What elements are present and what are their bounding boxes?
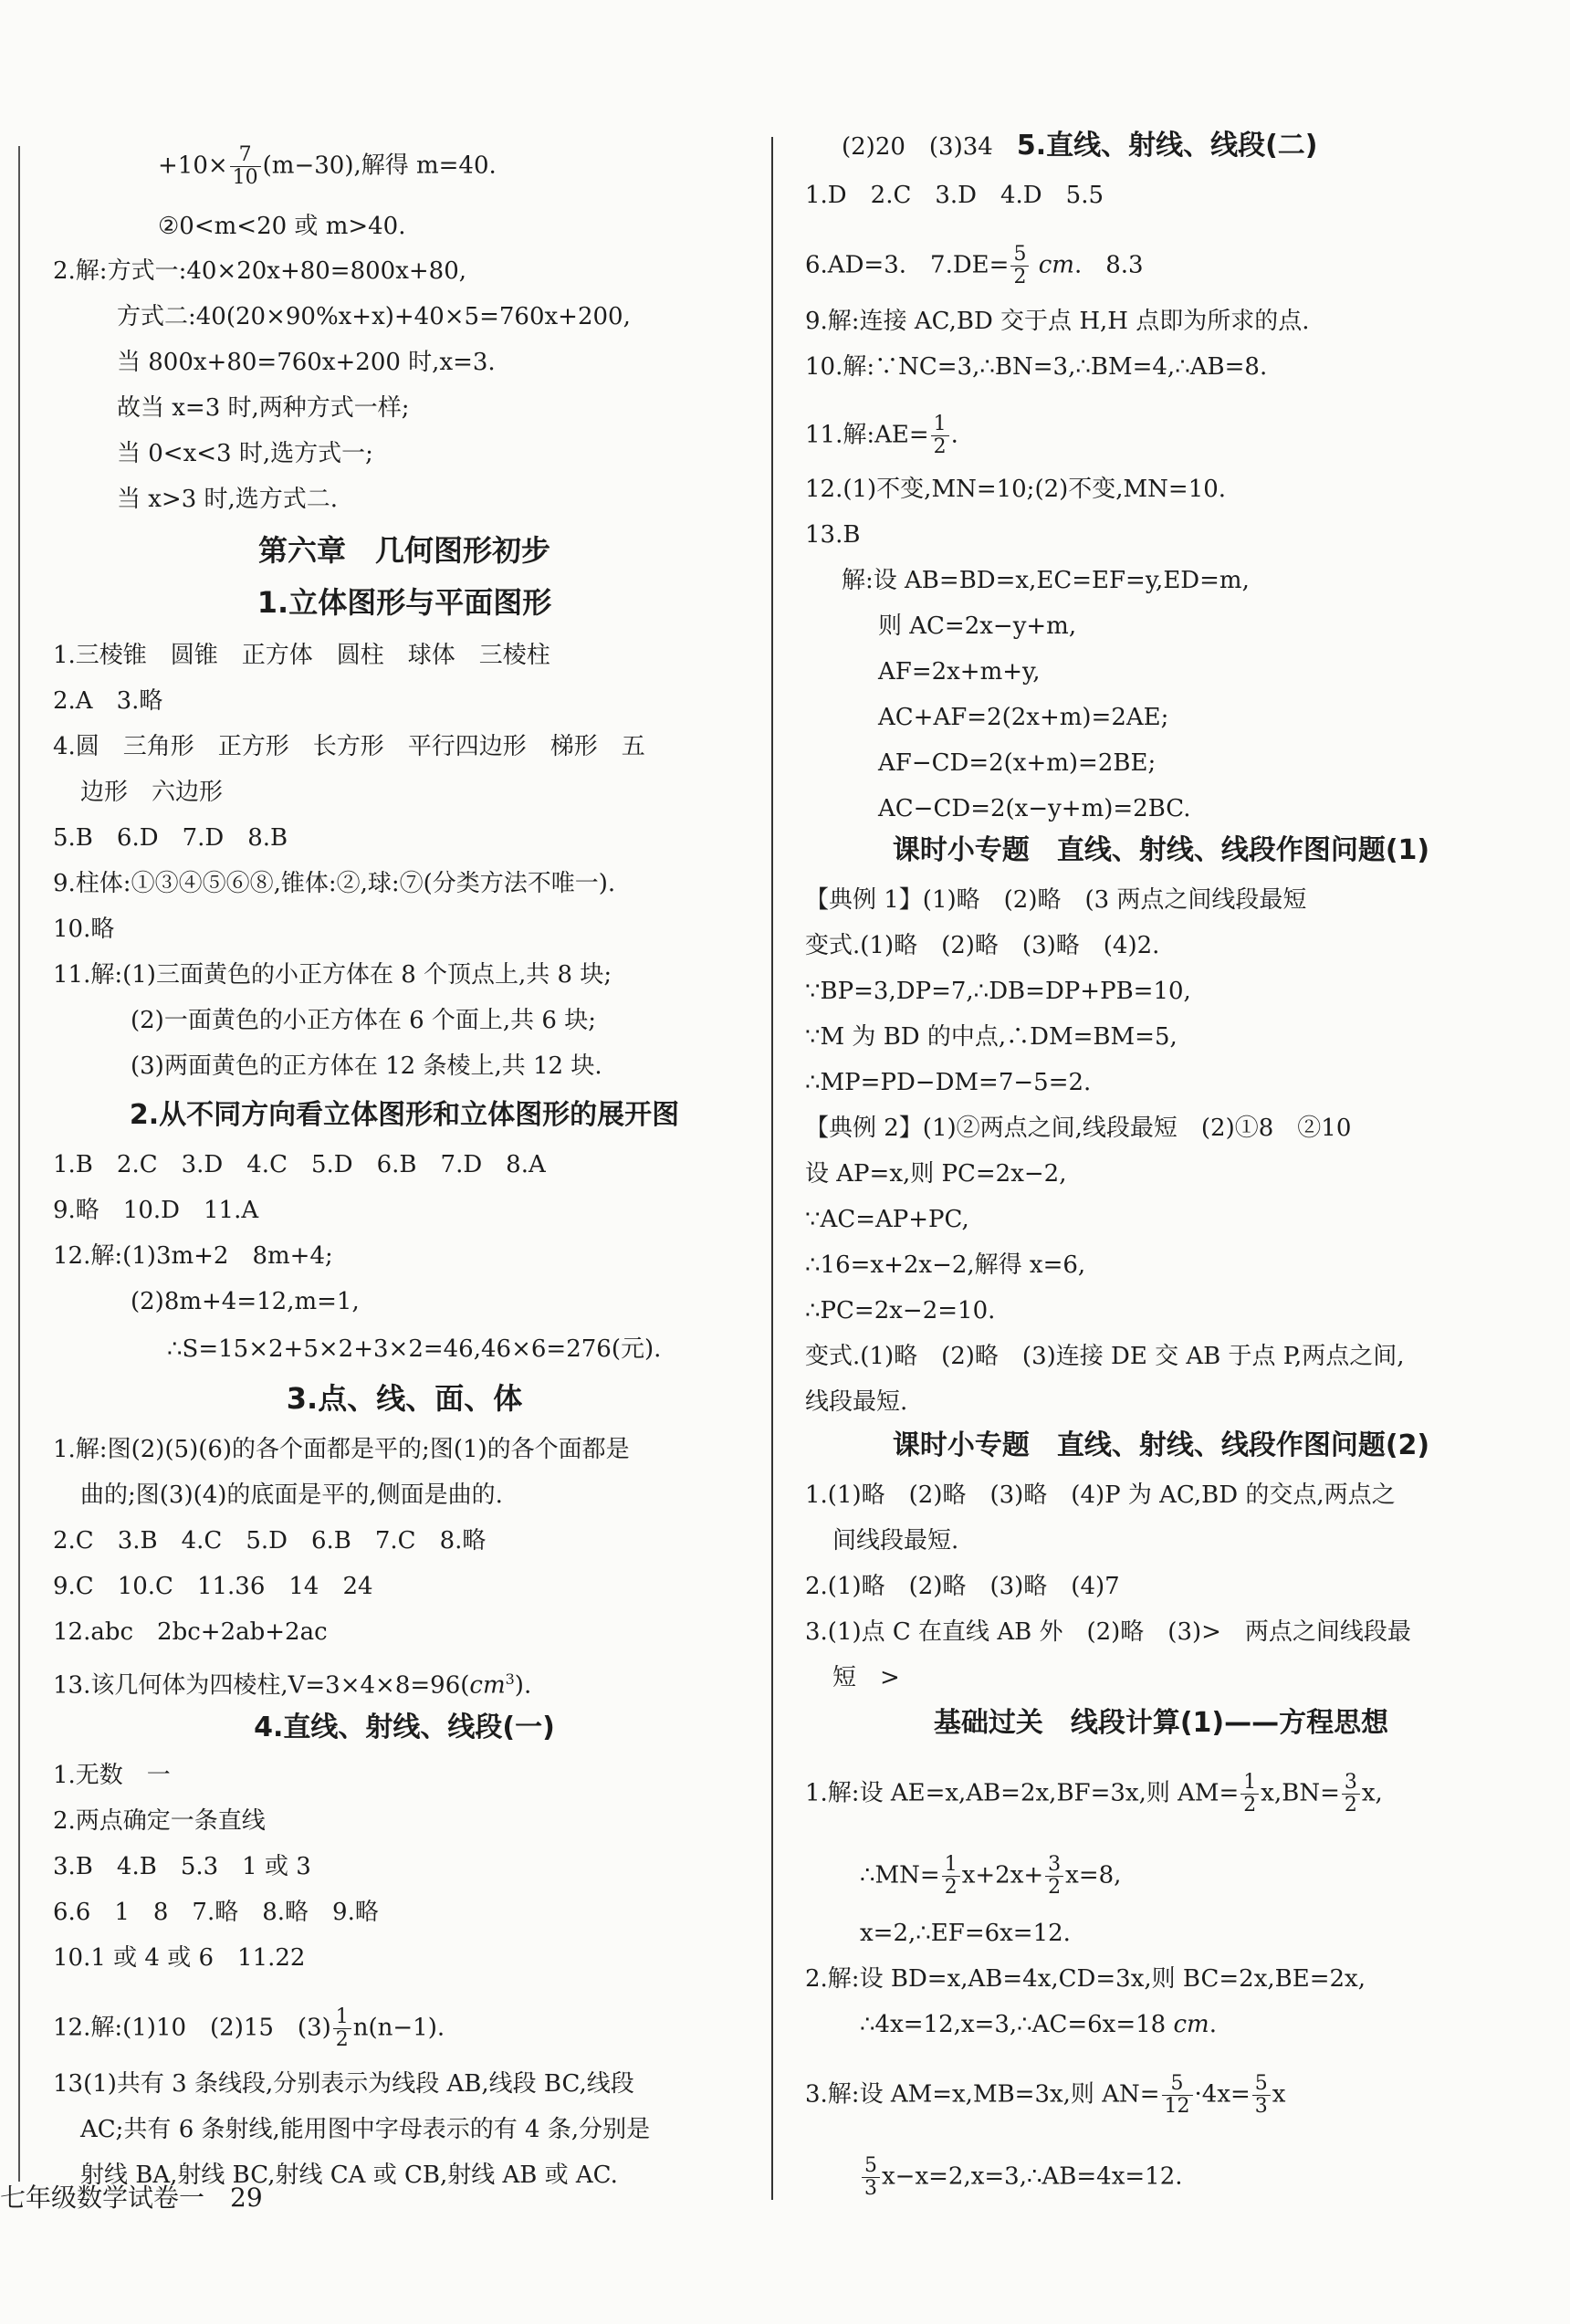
fraction (862, 2155, 880, 2200)
answer-line (53, 2006, 445, 2051)
answer-line: 2.(1)略 (2)略 (3)略 (4)7 (805, 1573, 1120, 1600)
section-heading: 课时小专题 直线、射线、线段作图问题(2) (892, 1429, 1430, 1461)
answer-line: 10.1 或 4 或 6 11.22 (53, 1944, 306, 1972)
answer-line: AC−CD=2(x−y+m)=2BC. (878, 795, 1191, 822)
fraction-denominator: 12 (1164, 2095, 1190, 2118)
answer-line: 2.解:设 BD=x,AB=4x,CD=3x,则 BC=2x,BE=2x, (805, 1965, 1366, 1993)
text-run: . (1209, 2011, 1217, 2038)
section-heading: 第六章 几何图形初步 (257, 533, 550, 568)
answer-line (860, 2155, 1183, 2200)
fraction-numerator: 1 (1240, 1772, 1259, 1795)
text-run: x=8, (1065, 1861, 1122, 1890)
answer-line: 12.abc 2bc+2ab+2ac (53, 1618, 328, 1646)
answer-line: 线段最短. (805, 1388, 908, 1416)
fraction-denominator: 2 (335, 2028, 349, 2051)
section-heading: 1.立体图形与平面图形 (256, 585, 552, 620)
fraction (333, 2006, 351, 2051)
fraction-denominator: 2 (933, 435, 947, 458)
answer-line: 变式.(1)略 (2)略 (3)略 (4)2. (805, 932, 1160, 959)
answer-line (53, 1664, 531, 1701)
answer-line: 9.略 10.D 11.A (53, 1197, 259, 1224)
answer-line (842, 131, 1318, 162)
answer-line: 设 AP=x,则 PC=2x−2, (805, 1160, 1067, 1188)
fraction (1240, 1772, 1259, 1816)
unit-text: cm (1173, 2011, 1209, 2038)
section-heading: 4.直线、射线、线段(一) (254, 1712, 555, 1743)
answer-line: 9.C 10.C 11.36 14 24 (53, 1573, 373, 1600)
fraction (931, 414, 949, 458)
text-run: ∴4x=12,x=3,∴AC=6x=18 (860, 2011, 1174, 2038)
answer-line: 5.B 6.D 7.D 8.B (53, 824, 288, 852)
answer-line: 4.圆 三角形 正方形 长方形 平行四边形 梯形 五 (53, 733, 645, 760)
fraction (1342, 1772, 1360, 1816)
text-run: ∴MN= (860, 1861, 940, 1890)
answer-line: ∴PC=2x−2=10. (805, 1297, 996, 1324)
fraction-denominator: 3 (864, 2177, 877, 2200)
answer-line: ∴S=15×2+5×2+3×2=46,46×6=276(元). (167, 1335, 662, 1363)
answer-line (860, 1854, 1121, 1899)
fraction-numerator: 3 (1342, 1772, 1360, 1795)
fraction-numerator: 1 (333, 2006, 351, 2029)
text-run: +10× (158, 152, 228, 180)
fraction-numerator: 5 (1010, 244, 1029, 267)
answer-line: 1.D 2.C 3.D 4.D 5.5 (805, 182, 1104, 209)
section-heading: 基础过关 线段计算(1)——方程思想 (933, 1707, 1389, 1739)
answer-line: (2)8m+4=12,m=1, (131, 1288, 360, 1315)
answer-line: 故当 x=3 时,两种方式一样; (117, 394, 410, 422)
answer-line: 【典例 2】(1)②两点之间,线段最短 (2)①8 ②10 (805, 1115, 1352, 1142)
page-footer: 七年级数学试卷一 29 (0, 2183, 263, 2213)
fraction (1045, 1854, 1063, 1899)
answer-line: 当 x>3 时,选方式二. (117, 486, 339, 513)
answer-line: 3.(1)点 C 在直线 AB 外 (2)略 (3)> 两点之间线段最 (805, 1618, 1411, 1646)
text-run: x−x=2,x=3,∴AB=4x=12. (882, 2162, 1183, 2191)
answer-line: 12.解:(1)3m+2 8m+4; (53, 1242, 333, 1270)
answer-line: 边形 六边形 (80, 779, 224, 806)
text-run: 3.解:设 AM=x,MB=3x,则 AN= (805, 2080, 1160, 2109)
fraction-denominator: 3 (1254, 2095, 1268, 2118)
answer-line (805, 244, 1144, 288)
answer-line: 当 800x+80=760x+200 时,x=3. (117, 349, 496, 376)
answer-line (805, 2073, 1285, 2118)
answer-line: AF=2x+m+y, (878, 658, 1041, 686)
text-run: (m−30),解得 m=40. (262, 152, 497, 180)
answer-line: x=2,∴EF=6x=12. (860, 1920, 1071, 1947)
fraction-denominator: 2 (1243, 1794, 1257, 1816)
fraction-numerator: 3 (1045, 1854, 1063, 1877)
answer-line: 13(1)共有 3 条线段,分别表示为线段 AB,线段 BC,线段 (53, 2070, 634, 2098)
answer-line: AF−CD=2(x+m)=2BE; (878, 749, 1157, 777)
text-run: . 8.3 (1073, 251, 1144, 279)
text-run: x+2x+ (961, 1861, 1044, 1890)
answer-line (805, 1772, 1383, 1816)
answer-line: 当 0<x<3 时,选方式一; (117, 440, 373, 467)
answer-line: 1.(1)略 (2)略 (3)略 (4)P 为 AC,BD 的交点,两点之 (805, 1481, 1396, 1509)
answer-line: 2.C 3.B 4.C 5.D 6.B 7.C 8.略 (53, 1527, 487, 1555)
fraction-denominator: 2 (944, 1876, 958, 1899)
fraction-denominator: 2 (1344, 1794, 1357, 1816)
fraction-numerator: 5 (862, 2155, 880, 2178)
text-run: . (950, 421, 958, 449)
left-margin-rule (18, 146, 20, 2182)
fraction-denominator: 2 (1013, 266, 1027, 288)
unit-text: cm (469, 1671, 506, 1700)
text-run: ·4x= (1194, 2080, 1251, 2109)
text-run: x, (1361, 1779, 1383, 1807)
answer-line: 1.无数 一 (53, 1762, 171, 1789)
answer-line: 1.解:图(2)(5)(6)的各个面都是平的;图(1)的各个面都是 (53, 1436, 630, 1463)
section-heading: 2.从不同方向看立体图形和立体图形的展开图 (129, 1099, 680, 1131)
answer-line: 方式二:40(20×90%x+x)+40×5=760x+200, (117, 303, 631, 330)
answer-line: 间线段最短. (832, 1527, 959, 1555)
answer-line (158, 144, 497, 189)
fraction (942, 1854, 960, 1899)
text-run: 12.解:(1)10 (2)15 (3) (53, 2014, 331, 2042)
fraction-denominator: 2 (1048, 1876, 1062, 1899)
answer-line (805, 414, 958, 458)
answer-line: 1.三棱锥 圆锥 正方体 圆柱 球体 三棱柱 (53, 642, 550, 669)
answer-line: (3)两面黄色的正方体在 12 条棱上,共 12 块. (131, 1052, 602, 1080)
text-run: x (1272, 2080, 1286, 2109)
text-run: 6.AD=3. 7.DE= (805, 251, 1010, 279)
fraction-numerator: 1 (942, 1854, 960, 1877)
answer-line: 10.略 (53, 916, 115, 943)
text-run: (2)20 (3)34 (842, 133, 1017, 161)
fraction (1162, 2073, 1193, 2118)
fraction (1010, 244, 1029, 288)
text-run: ). (514, 1671, 532, 1700)
answer-line: 【典例 1】(1)略 (2)略 (3 两点之间线段最短 (805, 886, 1307, 914)
section-heading: 3.点、线、面、体 (286, 1381, 523, 1416)
text-run: n(n−1). (352, 2014, 445, 2042)
answer-line: AC;共有 6 条射线,能用图中字母表示的有 4 条,分别是 (80, 2116, 651, 2143)
answer-line: 2.解:方式一:40×20x+80=800x+80, (53, 257, 467, 285)
fraction-numerator: 1 (931, 414, 949, 436)
answer-line: 短 > (832, 1664, 900, 1691)
answer-line: 射线 BA,射线 BC,射线 CA 或 CB,射线 AB 或 AC. (80, 2162, 618, 2189)
answer-line: 变式.(1)略 (2)略 (3)连接 DE 交 AB 于点 P,两点之间, (805, 1343, 1405, 1370)
answer-line: 12.(1)不变,MN=10;(2)不变,MN=10. (805, 476, 1227, 503)
answer-line: 曲的;图(3)(4)的底面是平的,侧面是曲的. (80, 1481, 503, 1509)
answer-line: 1.B 2.C 3.D 4.C 5.D 6.B 7.D 8.A (53, 1151, 546, 1178)
answer-line: ∴16=x+2x−2,解得 x=6, (805, 1251, 1086, 1279)
text-run: 11.解:AE= (805, 421, 929, 449)
answer-line: 解:设 AB=BD=x,EC=EF=y,ED=m, (842, 567, 1250, 594)
fraction-denominator: 10 (232, 166, 258, 189)
answer-line: ∵M 为 BD 的中点,∴DM=BM=5, (805, 1023, 1178, 1051)
column-divider (771, 137, 773, 2200)
fraction (230, 144, 261, 189)
answer-line: ∵BP=3,DP=7,∴DB=DP+PB=10, (805, 978, 1191, 1005)
answer-line: ②0<m<20 或 m>40. (158, 213, 406, 240)
text-run: 13.该几何体为四棱柱,V=3×4×8=96( (53, 1671, 470, 1700)
answer-line: 2.两点确定一条直线 (53, 1807, 266, 1835)
section-heading: 课时小专题 直线、射线、线段作图问题(1) (892, 834, 1430, 866)
answer-line: 2.A 3.略 (53, 687, 163, 715)
fraction-numerator: 5 (1252, 2073, 1271, 2096)
answer-line: 13.B (805, 521, 861, 549)
fraction-numerator: 5 (1162, 2073, 1193, 2096)
answer-line: 9.解:连接 AC,BD 交于点 H,H 点即为所求的点. (805, 308, 1310, 335)
answer-line: 则 AC=2x−y+m, (878, 612, 1077, 640)
text-run: x,BN= (1261, 1779, 1340, 1807)
answer-line: 11.解:(1)三面黄色的小正方体在 8 个顶点上,共 8 块; (53, 961, 612, 989)
unit-text: cm (1031, 251, 1074, 279)
answer-line: (2)一面黄色的小正方体在 6 个面上,共 6 块; (131, 1007, 596, 1034)
answer-line: 6.6 1 8 7.略 8.略 9.略 (53, 1899, 379, 1926)
answer-line (860, 2009, 1217, 2040)
answer-line: 10.解:∵NC=3,∴BN=3,∴BM=4,∴AB=8. (805, 353, 1268, 381)
answer-line: 3.B 4.B 5.3 1 或 3 (53, 1853, 311, 1880)
fraction-numerator: 7 (230, 144, 261, 167)
answer-line: AC+AF=2(2x+m)=2AE; (878, 704, 1169, 731)
fraction (1252, 2073, 1271, 2118)
answer-line: ∴MP=PD−DM=7−5=2. (805, 1069, 1092, 1096)
superscript: 3 (505, 1670, 515, 1688)
answer-line: ∵AC=AP+PC, (805, 1206, 969, 1233)
answer-line: 9.柱体:①③④⑤⑥⑧,锥体:②,球:⑦(分类方法不唯一). (53, 870, 616, 897)
section-heading: 5.直线、射线、线段(二) (1016, 130, 1318, 162)
text-run: 1.解:设 AE=x,AB=2x,BF=3x,则 AM= (805, 1779, 1240, 1807)
